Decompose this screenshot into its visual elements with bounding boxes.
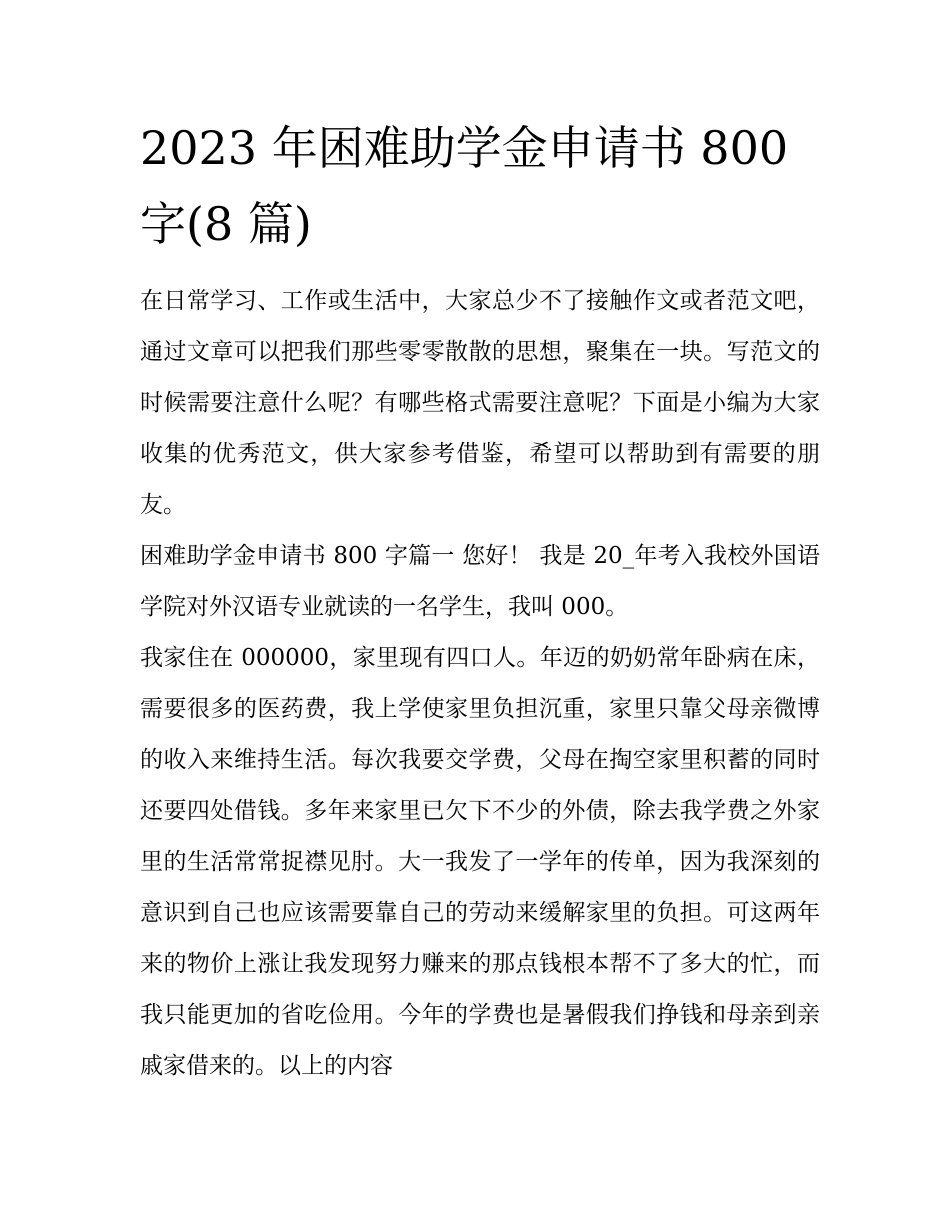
- paragraph-family: 我家住在 000000，家里现有四口人。年迈的奶奶常年卧病在床，需要很多的医药费，我上学使家里负担沉重，家里只靠父母亲微博的收入来维持生活。每次我要交学费，父母在掏空家里积蓄的同时还要四处借钱。多年来家里已欠下不少的外债，除去我学费之外家里的生活常常捉襟见肘。大一我发了一学年的传单，因为我深刻的意识到自己也应该需要靠自己的劳动来缓解家里的负担。可这两年来的物价上涨让我发现努力赚来的那点钱根本帮不了多大的忙，而我只能更加的省吃俭用。今年的学费也是暑假我们挣钱和母亲到亲戚家借来的。以上的内容: [140, 645, 820, 1079]
- document-title: 2023 年困难助学金申请书 800 字(8 篇): [140, 121, 789, 251]
- document-body: [140, 276, 820, 1092]
- paragraph-intro: 在日常学习、工作或生活中，大家总少不了接触作文或者范文吧，通过文章可以把我们那些零零散散的思想，聚集在一块。写范文的时候需要注意什么呢？有哪些格式需要注意呢？下面是小编为大家收集的优秀范文，供大家参考借鉴，希望可以帮助到有需要的朋友。: [140, 288, 820, 518]
- paragraph-greeting: 困难助学金申请书 800 字篇一 您好！ 我是 20_年考入我校外国语学院对外汉语专业就读的一名学生，我叫 000。: [140, 543, 820, 620]
